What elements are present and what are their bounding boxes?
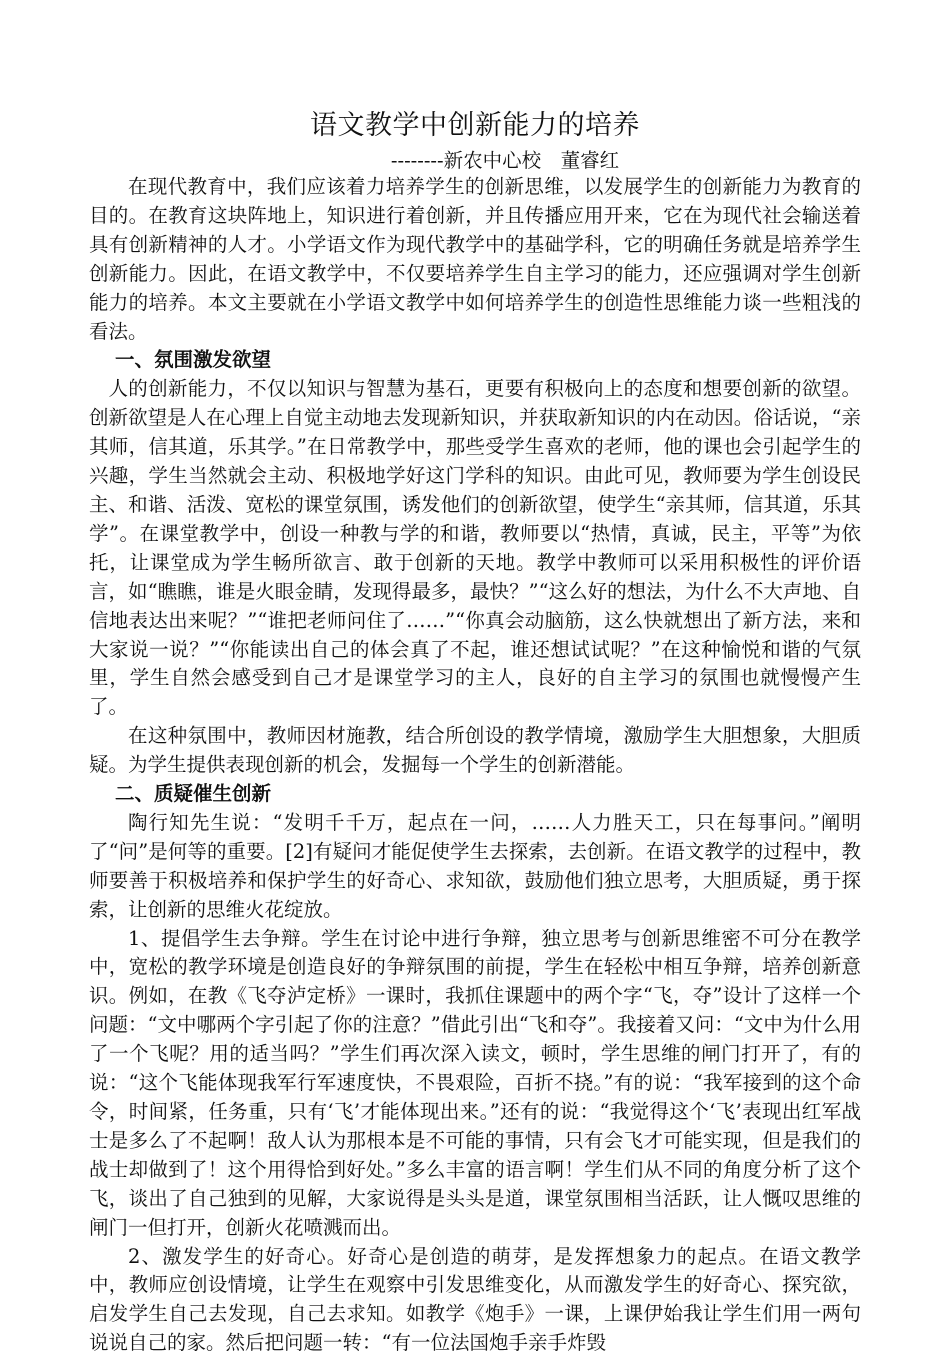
document-title: 语文教学中创新能力的培养 xyxy=(310,110,640,141)
section-1-paragraph-2: 在这种氛围中，教师因材施教，结合所创设的教学情境，激励学生大胆想象，大胆质疑。为学生提供表现创新的机会，发掘每一个学生的创新潜能。 xyxy=(89,724,861,777)
section-1-paragraph-1: 人的创新能力，不仅以知识与智慧为基石，更要有积极向上的态度和想要创新的欲望。创新欲望是人在心理上自觉主动地去发现新知识，并获取新知识的内在动因。俗话说，“亲其师，信其道，乐其学。”在日常教学中，那些受学生喜欢的老师，他的课也会引起学生的兴趣，学生当然就会主动、积极地学好这门学科的知识。由此可见，教师要为学生创设民主、和谐、活泼、宽松的课堂氛围，诱发他们的创新欲望，使学生“亲其师，信其道，乐其学”。在课堂教学中，创设一种教与学的和谐，教师要以“热情，真诚，民主，平等”为依托，让课堂成为学生畅所欲言、敢于创新的天地。教学中教师可以采用积极性的评价语言，如“瞧瞧，谁是火眼金睛，发现得最多，最快？”“这么好的想法，为什么不大声地、自信地表达出来呢？”“谁把老师问住了……”“你真会动脑筋，这么快就想出了新方法，来和大家说一说？”“你能读出自己的体会真了不起，谁还想试试呢？”在这种愉悦和谐的气氛里，学生自然会感受到自己才是课堂学习的主人，良好的自主学习的氛围也就慢慢产生了。 xyxy=(89,377,861,719)
section-2-heading: 二、质疑催生创新 xyxy=(115,782,272,806)
author-byline: --------新农中心校 董睿红 xyxy=(390,149,620,172)
section-2-paragraph-2: 1、提倡学生去争辩。学生在讨论中进行争辩，独立思考与创新思维密不可分在教学中，宽松的教学环境是创造良好的争辩氛围的前提，学生在轻松中相互争辩，培养创新意识。例如，在教《飞夺泸定桥》一课时，我抓住课题中的两个字“飞，夺”设计了这样一个问题：“文中哪两个字引起了你的注意？”借此引出“飞和夺”。我接着又问：“文中为什么用了一个飞呢？用的适当吗？”学生们再次深入读文，顿时，学生思维的闸门打开了，有的说：“这个飞能体现我军行军速度快，不畏艰险，百折不挠。”有的说：“我军接到的这个命令，时间紧，任务重，只有‘飞’才能体现出来。”还有的说：“我觉得这个‘飞’表现出红军战士是多么了不起啊！敌人认为那根本是不可能的事情，只有会飞才可能实现，但是我们的战士却做到了！这个用得恰到好处。”多么丰富的语言啊！学生们从不同的角度分析了这个飞，谈出了自己独到的见解，大家说得是头头是道，课堂氛围相当活跃，让人慨叹思维的闸门一但打开，创新火花喷溅而出。 xyxy=(89,926,861,1239)
intro-paragraph: 在现代教育中，我们应该着力培养学生的创新思维，以发展学生的创新能力为教育的目的。在教育这块阵地上，知识进行着创新，并且传播应用开来，它在为现代社会输送着具有创新精神的人才。小学语文作为现代教学中的基础学科，它的明确任务就是培养学生创新能力。因此，在语文教学中，不仅要培养学生自主学习的能力，还应强调对学生创新能力的培养。本文主要就在小学语文教学中如何培养学生的创造性思维能力谈一些粗浅的看法。 xyxy=(89,175,861,343)
section-1-heading: 一、氛围激发欲望 xyxy=(115,348,272,372)
section-2-paragraph-1: 陶行知先生说：“发明千千万，起点在一问，……人力胜天工，只在每事问。”阐明了“问”是何等的重要。[2]有疑问才能促使学生去探索，去创新。在语文教学的过程中，教师要善于积极培养和保护学生的好奇心、求知欲，鼓励他们独立思考，大胆质疑，勇于探索，让创新的思维火花绽放。 xyxy=(89,810,861,921)
document-page xyxy=(89,104,861,1358)
section-2-paragraph-3: 2、激发学生的好奇心。好奇心是创造的萌芽，是发挥想象力的起点。在语文教学中，教师应创设情境，让学生在观察中引发思维变化，从而激发学生的好奇心、探究欲，启发学生自己去发现，自己去求知。如教学《炮手》一课，上课伊始我让学生们用一两句说说自己的家。然后把问题一转：“有一位法国炮手亲手炸毁 xyxy=(89,1244,861,1355)
